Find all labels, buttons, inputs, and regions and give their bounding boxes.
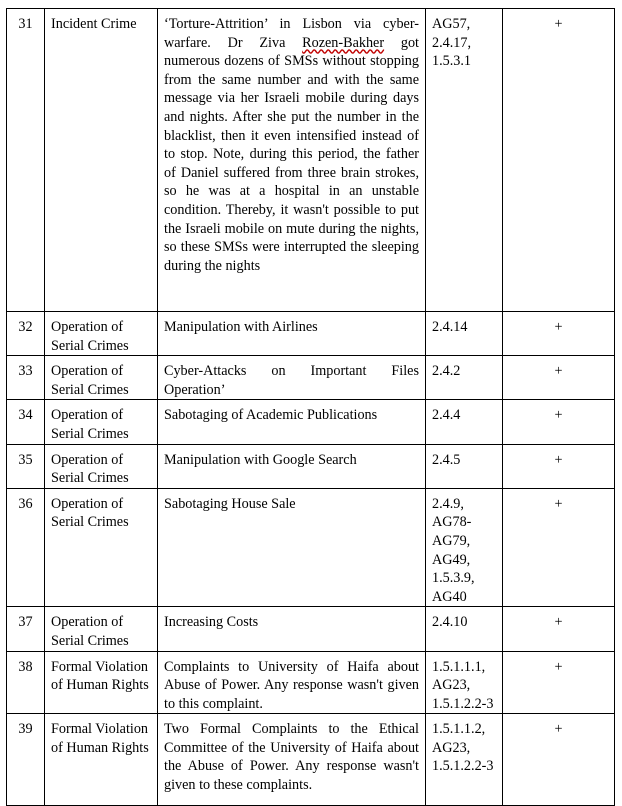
row-mark: +: [503, 444, 615, 488]
row-category: Operation of Serial Crimes: [45, 607, 158, 651]
row-references: 2.4.5: [426, 444, 503, 488]
row-mark: +: [503, 312, 615, 356]
description-name: Rozen-Bakher: [302, 34, 385, 51]
row-references: 1.5.1.1.2, AG23, 1.5.1.2.2-3: [426, 714, 503, 806]
row-number: 39: [7, 714, 45, 806]
row-category: Formal Violation of Human Rights: [45, 651, 158, 714]
row-number: 37: [7, 607, 45, 651]
row-mark: +: [503, 714, 615, 806]
row-category: Operation of Serial Crimes: [45, 312, 158, 356]
row-category: Operation of Serial Crimes: [45, 444, 158, 488]
row-references: 2.4.9, AG78- AG79, AG49, 1.5.3.9, AG40: [426, 488, 503, 607]
row-category: Operation of Serial Crimes: [45, 488, 158, 607]
row-category: Operation of Serial Crimes: [45, 356, 158, 400]
row-description: Sabotaging of Academic Publications: [158, 400, 426, 444]
row-number: 31: [7, 9, 45, 312]
crimes-table: [6, 8, 615, 806]
row-number: 36: [7, 488, 45, 607]
row-description: [158, 9, 426, 312]
row-category: Incident Crime: [45, 9, 158, 312]
row-mark: +: [503, 356, 615, 400]
description-text: ‘Torture-Attrition’ in Lisbon via cyber-warfare. Dr Ziva: [164, 16, 419, 51]
row-mark: +: [503, 9, 615, 312]
row-mark: +: [503, 488, 615, 607]
table-row: [7, 9, 615, 312]
table-row: [7, 400, 615, 444]
row-mark: +: [503, 400, 615, 444]
row-number: 38: [7, 651, 45, 714]
table-row: [7, 488, 615, 607]
row-number: 33: [7, 356, 45, 400]
row-references: 2.4.4: [426, 400, 503, 444]
table-row: [7, 444, 615, 488]
row-description: Two Formal Complaints to the Ethical Committee of the University of Haifa about the Abuse of Power. Any response wasn't given to these complaints.: [158, 714, 426, 806]
row-references: 2.4.14: [426, 312, 503, 356]
row-mark: +: [503, 607, 615, 651]
table-row: [7, 312, 615, 356]
row-references: AG57, 2.4.17, 1.5.3.1: [426, 9, 503, 312]
table-row: [7, 714, 615, 806]
row-description: Complaints to University of Haifa about Abuse of Power. Any response wasn't given to this complaint.: [158, 651, 426, 714]
row-description: Manipulation with Airlines: [158, 312, 426, 356]
description-text: got numerous dozens of SMSs without stopping from the same number and with the same message via her Israeli mobile during days and nights. After she put the number in the blacklist, then it even intensified instead of to stop. Note, during this period, the father of Daniel suffered from three brain strokes, so he was at a hospital in an unstable condition. Thereby, it wasn't possible to put the Israeli mobile on mute during the nights, so these SMSs were interrupted the sleeping during the nights: [164, 34, 419, 274]
row-description: Cyber-Attacks on Important Files Operation’: [158, 356, 426, 400]
row-mark: +: [503, 651, 615, 714]
table-row: [7, 651, 615, 714]
row-description: Sabotaging House Sale: [158, 488, 426, 607]
table-row: [7, 607, 615, 651]
row-number: 32: [7, 312, 45, 356]
row-description: Increasing Costs: [158, 607, 426, 651]
row-description: Manipulation with Google Search: [158, 444, 426, 488]
row-category: Formal Violation of Human Rights: [45, 714, 158, 806]
row-number: 34: [7, 400, 45, 444]
row-number: 35: [7, 444, 45, 488]
row-references: 1.5.1.1.1, AG23, 1.5.1.2.2-3: [426, 651, 503, 714]
row-references: 2.4.2: [426, 356, 503, 400]
table-row: [7, 356, 615, 400]
row-category: Operation of Serial Crimes: [45, 400, 158, 444]
row-references: 2.4.10: [426, 607, 503, 651]
